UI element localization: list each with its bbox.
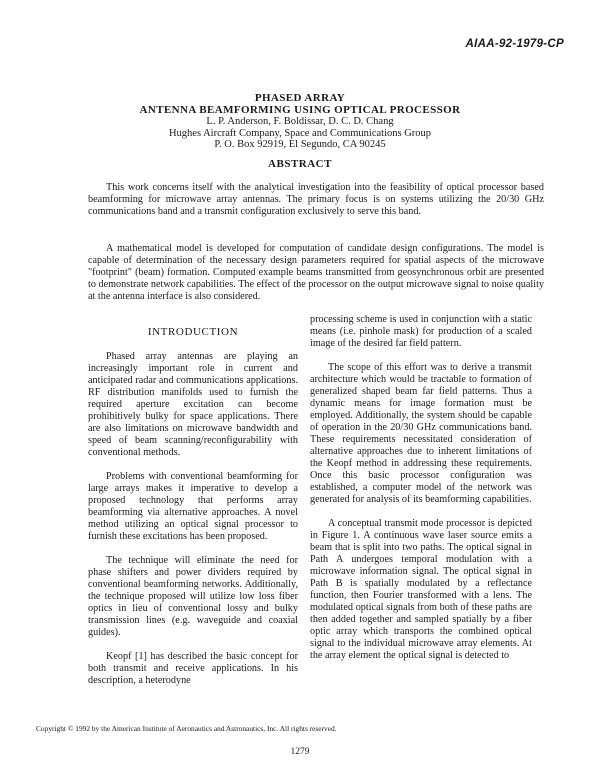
paper-authors: L. P. Anderson, F. Boldissar, D. C. D. Chang bbox=[206, 116, 394, 127]
body-paragraph: Phased array antennas are playing an increasingly important role in current and anticipated radar and communications applications. RF distribution manifolds used to furnish the required aperture excitation can become prohibitively bulky for space applications. There are also limitations on microwave bandwidth and speed of beam scanning/reconfigurability with conventional methods. bbox=[88, 351, 298, 458]
paper-header bbox=[0, 92, 600, 151]
page-number: 1279 bbox=[290, 747, 310, 757]
paper-address: P. O. Box 92919, El Segundo, CA 90245 bbox=[214, 139, 386, 150]
abstract-paragraph: This work concerns itself with the analytical investigation into the feasibility of optical processor based beamforming for microwave array antennas. The primary focus is on systems utilizing the 20/30 GHz communications band and a transmit configuration exclusively to serve this band. bbox=[88, 182, 544, 217]
body-paragraph: processing scheme is used in conjunction with a static means (i.e. pinhole mask) for production of a scaled image of the desired far field pattern. bbox=[310, 314, 532, 349]
paper-title-line2: ANTENNA BEAMFORMING USING OPTICAL PROCESSOR bbox=[139, 104, 461, 116]
body-paragraph: A conceptual transmit mode processor is depicted in Figure 1. A continuous wave laser source emits a beam that is split into two paths. The optical signal in Path A undergoes temporal modulation with a microwave information signal. The optical signal in Path B is spatially modulated by a reflectance function, then Fourier transformed with a lens. The modulated optical signals from both of these paths are then added together and sampled spatially by a fiber optic array which transports the combined optical signal to the individual microwave array elements. At the array element the optical signal is detected to bbox=[310, 518, 532, 661]
paper-code: AIAA-92-1979-CP bbox=[465, 38, 564, 50]
paper-affiliation: Hughes Aircraft Company, Space and Communications Group bbox=[168, 127, 432, 139]
right-column bbox=[310, 314, 532, 674]
copyright-footnote: Copyright © 1992 by the American Institute of Aeronautics and Astronautics, Inc. All rights reserved. bbox=[36, 724, 337, 733]
body-paragraph: Keopf [1] has described the basic concept for both transmit and receive applications. In his description, a heterodyne bbox=[88, 651, 298, 686]
paper-title-line1: PHASED ARRAY bbox=[254, 92, 346, 104]
body-paragraph: Problems with conventional beamforming for large arrays makes it imperative to develop a proposed technology that performs array beamforming via alternative approaches. A novel method utilizing an optical signal processor to furnish these excitations has been proposed. bbox=[88, 471, 298, 542]
introduction-heading: INTRODUCTION bbox=[147, 326, 239, 338]
left-column bbox=[88, 326, 298, 699]
abstract-heading: ABSTRACT bbox=[268, 158, 332, 170]
body-paragraph: The scope of this effort was to derive a transmit architecture which would be tractable to formation of generalized shaped beam far field patterns. Thus a dynamic means for image formation must be employed. Additionally, the system should be capable of operation in the 20/30 GHz communications band. These requirements necessitated consideration of alternative approaches due to inherent limitations of the Keopf method in addressing these requirements. Once this basic processor configuration was established, a computer model of the network was generated for analysis of its beamforming capabilities. bbox=[310, 362, 532, 505]
body-paragraph: The technique will eliminate the need for phase shifters and power dividers required by conventional beamforming networks. Additionally, the technique proposed will utilize low loss fiber optics in lieu of conventional lossy and bulky transmission lines (e.g. waveguide and coaxial guides). bbox=[88, 555, 298, 638]
abstract-paragraph: A mathematical model is developed for computation of candidate design configurations. The model is capable of determination of the necessary design parameters required for spatial aspects of the microwave "footprint" (beam) formation. Computed example beams transmitted from geosynchronous orbit are presented to demonstrate network capabilities. The effect of the processor on the output microwave signal to noise quality at the antenna interface is also considered. bbox=[88, 243, 544, 302]
